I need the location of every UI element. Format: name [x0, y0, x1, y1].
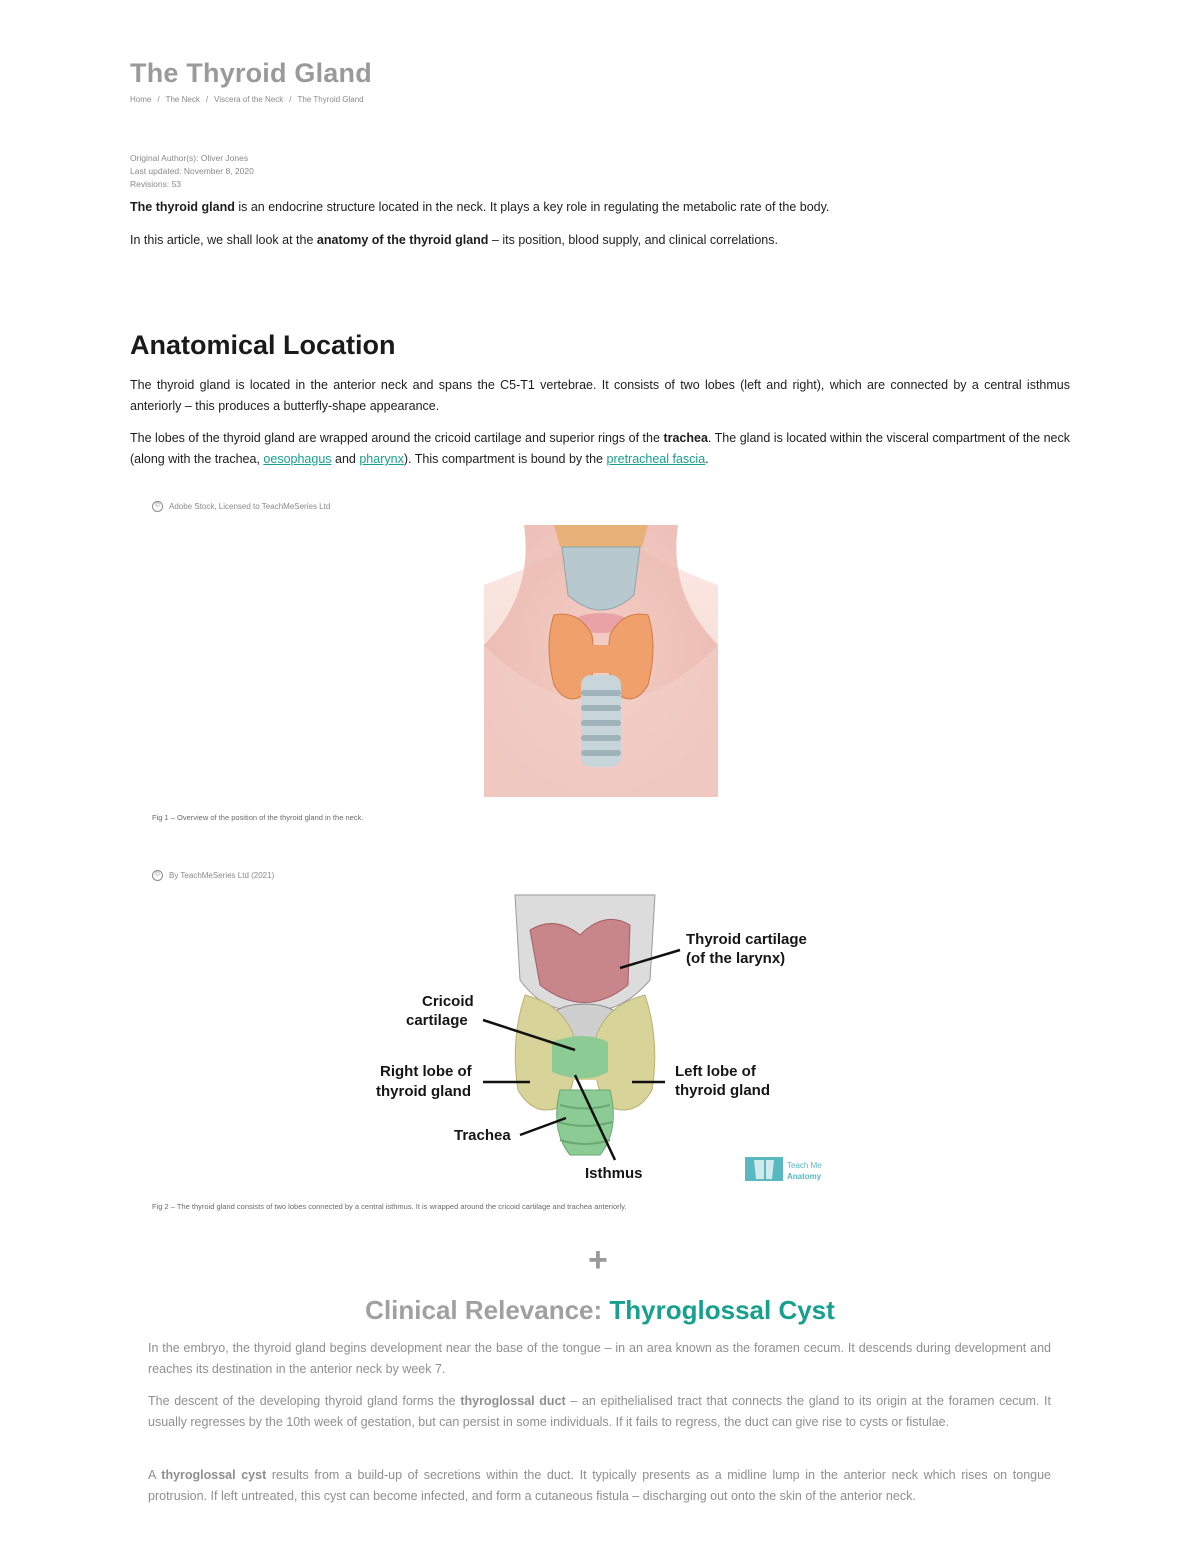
- link-pretracheal-fascia[interactable]: pretracheal fascia: [606, 452, 706, 466]
- bold-term-thyroglossal-cyst: thyroglossal cyst: [161, 1468, 267, 1482]
- link-pharynx[interactable]: pharynx: [359, 452, 404, 466]
- paragraph-text: The lobes of the thyroid gland are wrapped around the cricoid cartilage and superior rings of the: [130, 431, 664, 445]
- page-title: The Thyroid Gland: [130, 58, 372, 88]
- intro-bold-term: anatomy of the thyroid gland: [316, 233, 489, 247]
- intro-text: In this article, we shall look at the: [130, 233, 317, 247]
- paragraph-text: A: [148, 1468, 162, 1482]
- clinical-paragraph-3: [148, 1465, 1051, 1507]
- article-meta: [130, 152, 254, 191]
- label-cricoid-2: cartilage: [406, 1012, 468, 1029]
- section-paragraph-2: [130, 428, 1070, 470]
- intro-bold-term: The thyroid gland: [130, 200, 235, 214]
- breadcrumb-separator: /: [157, 95, 160, 104]
- logo-text-1: Teach Me: [787, 1161, 822, 1170]
- intro-text: – its position, blood supply, and clinical correlations.: [488, 233, 778, 247]
- paragraph-text: – an epithelialised tract that connects the gland to its origin at the foramen cecum. It usually regresses by the 10th week of gestation, but can persist in some individuals. If it fails to regress, the duct can give rise to cysts or fistulae.: [148, 1394, 1051, 1429]
- breadcrumb-viscera[interactable]: Viscera of the Neck: [214, 95, 284, 104]
- meta-updated: Last updated: November 8, 2020: [130, 166, 254, 176]
- label-trachea: Trachea: [454, 1127, 511, 1144]
- label-left-lobe: Left lobe of: [675, 1063, 756, 1080]
- breadcrumb-current[interactable]: The Thyroid Gland: [297, 95, 364, 104]
- figure1-caption: Fig 1 – Overview of the position of the thyroid gland in the neck.: [152, 813, 364, 822]
- paragraph-text: The descent of the developing thyroid gland forms the: [148, 1394, 461, 1408]
- breadcrumb-the-neck[interactable]: The Neck: [165, 95, 200, 104]
- intro-text: is an endocrine structure located in the neck. It plays a key role in regulating the metabolic rate of the body.: [234, 200, 830, 214]
- breadcrumb-home[interactable]: Home: [130, 95, 152, 104]
- figure1-credit: [152, 501, 330, 512]
- figure2-labelled-thyroid-diagram: [370, 890, 840, 1190]
- figure2-credit: [152, 870, 274, 881]
- meta-author: Original Author(s): Oliver Jones: [130, 153, 249, 163]
- paragraph-text: . The gland is located within the visceral compartment of the neck (along with the trachea,: [130, 431, 1070, 466]
- intro-paragraph-1: [130, 197, 1070, 218]
- figure2-caption: Fig 2 – The thyroid gland consists of two lobes connected by a central isthmus. It is wrapped around the cricoid cartilage and trachea anteriorly.: [152, 1202, 627, 1211]
- section-paragraph-1: The thyroid gland is located in the anterior neck and spans the C5-T1 vertebrae. It consists of two lobes (left and right), which are connected by a central isthmus anteriorly – this produces a butterfly-shape appearance.: [130, 378, 1070, 413]
- clinical-relevance-title: [0, 1295, 1200, 1326]
- paragraph-text: and: [331, 452, 360, 466]
- label-isthmus: Isthmus: [585, 1165, 643, 1182]
- label-right-lobe: Right lobe of: [380, 1063, 472, 1080]
- teachme-anatomy-logo: [745, 1157, 822, 1181]
- label-left-lobe-2: thyroid gland: [675, 1082, 770, 1099]
- figure1-credit-text: Adobe Stock, Licensed to TeachMeSeries Ltd: [169, 502, 331, 511]
- label-thyroid-cartilage: Thyroid cartilage: [686, 931, 807, 948]
- clinical-title-prefix: Clinical Relevance:: [365, 1295, 610, 1325]
- link-oesophagus[interactable]: oesophagus: [263, 452, 332, 466]
- label-thyroid-cartilage-sub: (of the larynx): [686, 950, 786, 967]
- intro-paragraph-2: [130, 230, 1070, 251]
- paragraph-text: ). This compartment is bound by the: [403, 452, 607, 466]
- section-heading-anatomical-location: Anatomical Location: [130, 330, 396, 360]
- paragraph-text: .: [705, 452, 709, 466]
- breadcrumb-separator: /: [289, 95, 292, 104]
- breadcrumb: [130, 95, 364, 104]
- bold-term-thyroglossal-duct: thyroglossal duct: [460, 1394, 566, 1408]
- clinical-paragraph-2: [148, 1391, 1051, 1433]
- clinical-paragraph-1: In the embryo, the thyroid gland begins development near the base of the tongue – in an area known as the foramen cecum. It descends during development and reaches its destination in the anterior neck by week 7.: [148, 1341, 1051, 1376]
- copyright-icon: ©: [152, 870, 163, 881]
- logo-text-2: Anatomy: [787, 1172, 822, 1181]
- breadcrumb-separator: /: [205, 95, 209, 104]
- figure2-credit-text: By TeachMeSeries Ltd (2021): [169, 871, 275, 880]
- label-right-lobe-2: thyroid gland: [376, 1083, 471, 1100]
- copyright-icon: ©: [152, 501, 163, 512]
- expand-plus-icon[interactable]: +: [588, 1241, 608, 1279]
- label-cricoid: Cricoid: [422, 993, 474, 1010]
- meta-revisions: Revisions: 53: [130, 179, 182, 189]
- paragraph-text: results from a build-up of secretions within the duct. It typically presents as a midline lump in the anterior neck which rises on tongue protrusion. If left untreated, this cyst can become infected, and form a cutaneous fistula – discharging out onto the skin of the anterior neck.: [148, 1468, 1051, 1503]
- bold-term-trachea: trachea: [663, 431, 708, 445]
- clinical-title-accent: Thyroglossal Cyst: [609, 1295, 835, 1325]
- figure1-thyroid-neck-illustration: [484, 525, 718, 797]
